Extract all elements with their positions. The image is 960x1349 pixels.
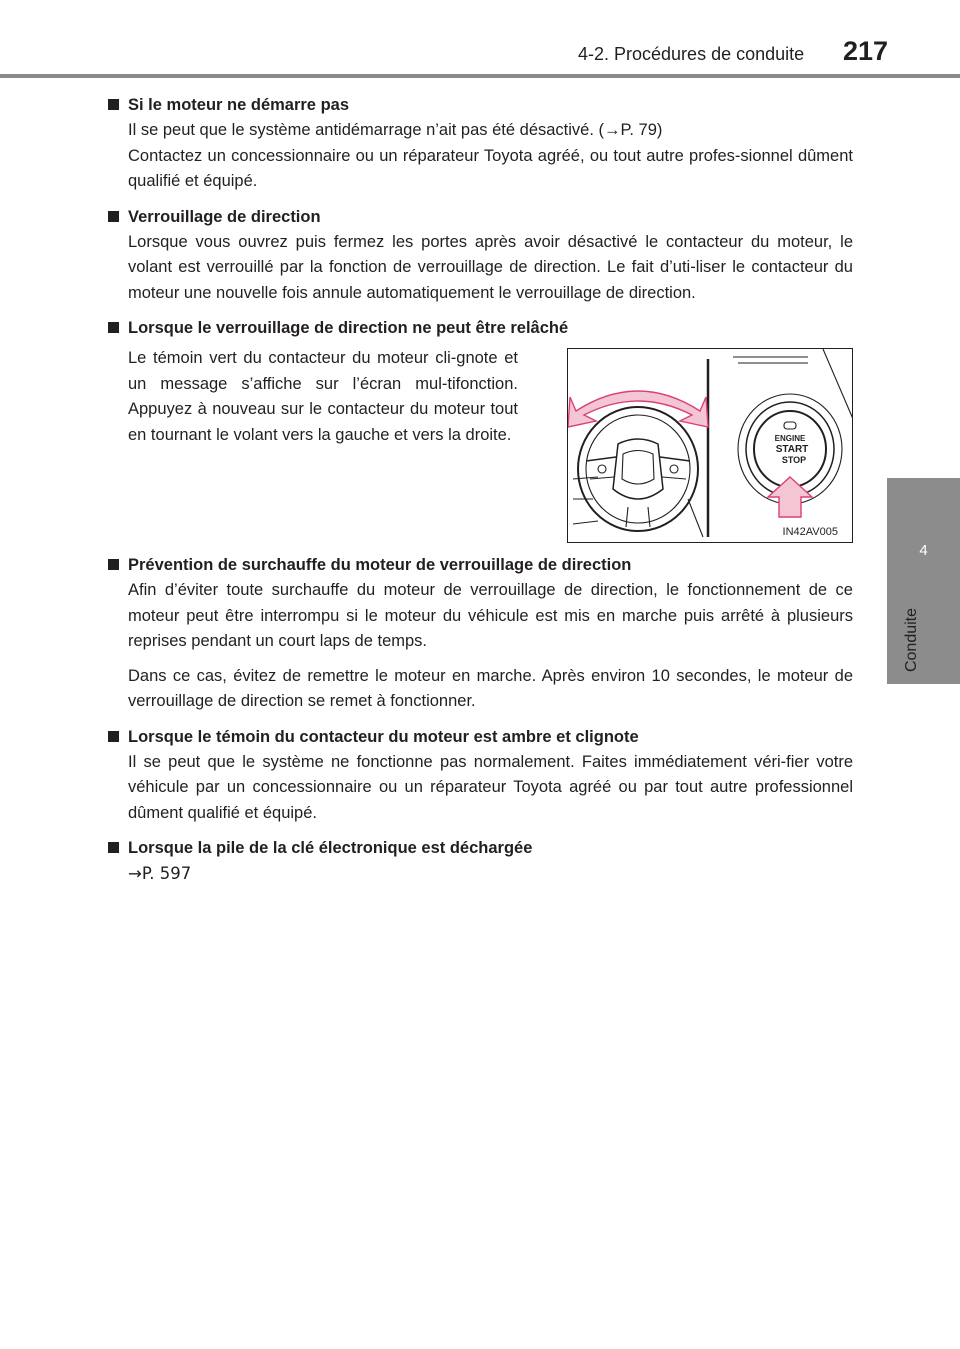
chapter-label-text: Conduite [903, 607, 920, 673]
section-heading [108, 204, 853, 230]
steering-wheel-illustration [568, 349, 852, 542]
steering-wheel-figure [567, 348, 853, 543]
rotate-arrow-icon [568, 391, 708, 427]
button-label-engine: ENGINE [774, 434, 806, 443]
section-heading [108, 92, 853, 118]
page-content [108, 92, 853, 896]
paragraph: Afin d’éviter toute surchauffe du moteur de verrouillage de direction, le fonctionnement de ce moteur peut être interrompu si le moteur du véhicule est mis en marche puis arrêté à plusieurs reprises pendant un court laps de temps. [128, 581, 853, 650]
section-heading-text: Prévention de surchauffe du moteur de verrouillage de direction [128, 556, 632, 574]
section-heading [108, 552, 853, 578]
chapter-number: 4 [919, 542, 928, 559]
square-bullet-icon [108, 842, 119, 853]
section-heading [108, 724, 853, 750]
section-heading [108, 835, 853, 861]
section-heading-text: Verrouillage de direction [128, 207, 321, 226]
section-amber-indicator [108, 724, 853, 827]
section-heading [108, 315, 853, 341]
section-engine-no-start [108, 92, 853, 195]
section-steering-lock-release [108, 315, 853, 543]
paragraph: Dans ce cas, évitez de remettre le moteur en marche. Après environ 10 secondes, le moteur de verrouillage de direction se remet à fonctionner. [128, 666, 853, 710]
page-reference-link[interactable]: →P. 597 [128, 864, 192, 883]
section-heading-text: Lorsque le verrouillage de direction ne peut être relâché [128, 319, 569, 337]
button-label-start: START [775, 444, 809, 455]
square-bullet-icon [108, 322, 119, 333]
button-label-stop: STOP [781, 455, 807, 465]
square-bullet-icon [108, 559, 119, 570]
paragraph: Le témoin vert du contacteur du moteur cli-gnote et un message s’affiche sur l’écran mul-tifonction. Appuyez à nouveau sur le contacteur du moteur tout en tournant le volant vers la gauche et vers la droite. [128, 349, 518, 444]
paragraph: Il se peut que le système ne fonctionne pas normalement. Faites immédiatement véri-fier votre véhicule par un concessionnaire ou un réparateur Toyota agréé ou par tout autre professionnel dûment qualifié et équipé. [128, 752, 853, 822]
section-heading-text: Lorsque le témoin du contacteur du moteur est ambre et clignote [128, 727, 639, 746]
paragraph: Il se peut que le système antidémarrage n’ait pas été désactivé. (→P. 79) [128, 121, 663, 139]
section-key-battery [108, 835, 853, 887]
header-section-title: 4-2. Procédures de conduite [578, 44, 805, 64]
figure-code: IN42AV005 [782, 526, 838, 538]
figure-row [108, 341, 853, 543]
square-bullet-icon [108, 99, 119, 110]
square-bullet-icon [108, 211, 119, 222]
section-steering-lock [108, 204, 853, 307]
square-bullet-icon [108, 731, 119, 742]
chapter-label [888, 600, 936, 680]
header-rule [0, 74, 960, 78]
paragraph: Contactez un concessionnaire ou un réparateur Toyota agréé, ou tout autre profes-sionnel dûment qualifié et équipé. [128, 146, 853, 190]
paragraph: Lorsque vous ouvrez puis fermez les portes après avoir désactivé le contacteur du moteur, le volant est verrouillé par la fonction de verrouillage de direction. Le fait d’uti-liser le contacteur du moteur une nouvelle fois annule automatiquement le verrouillage de direction. [128, 232, 853, 302]
section-overheat-prevention [108, 552, 853, 715]
section-heading-text: Lorsque la pile de la clé électronique est déchargée [128, 839, 533, 857]
section-heading-text: Si le moteur ne démarre pas [128, 96, 350, 114]
page-number: 217 [843, 36, 889, 66]
figure-text [128, 346, 518, 448]
